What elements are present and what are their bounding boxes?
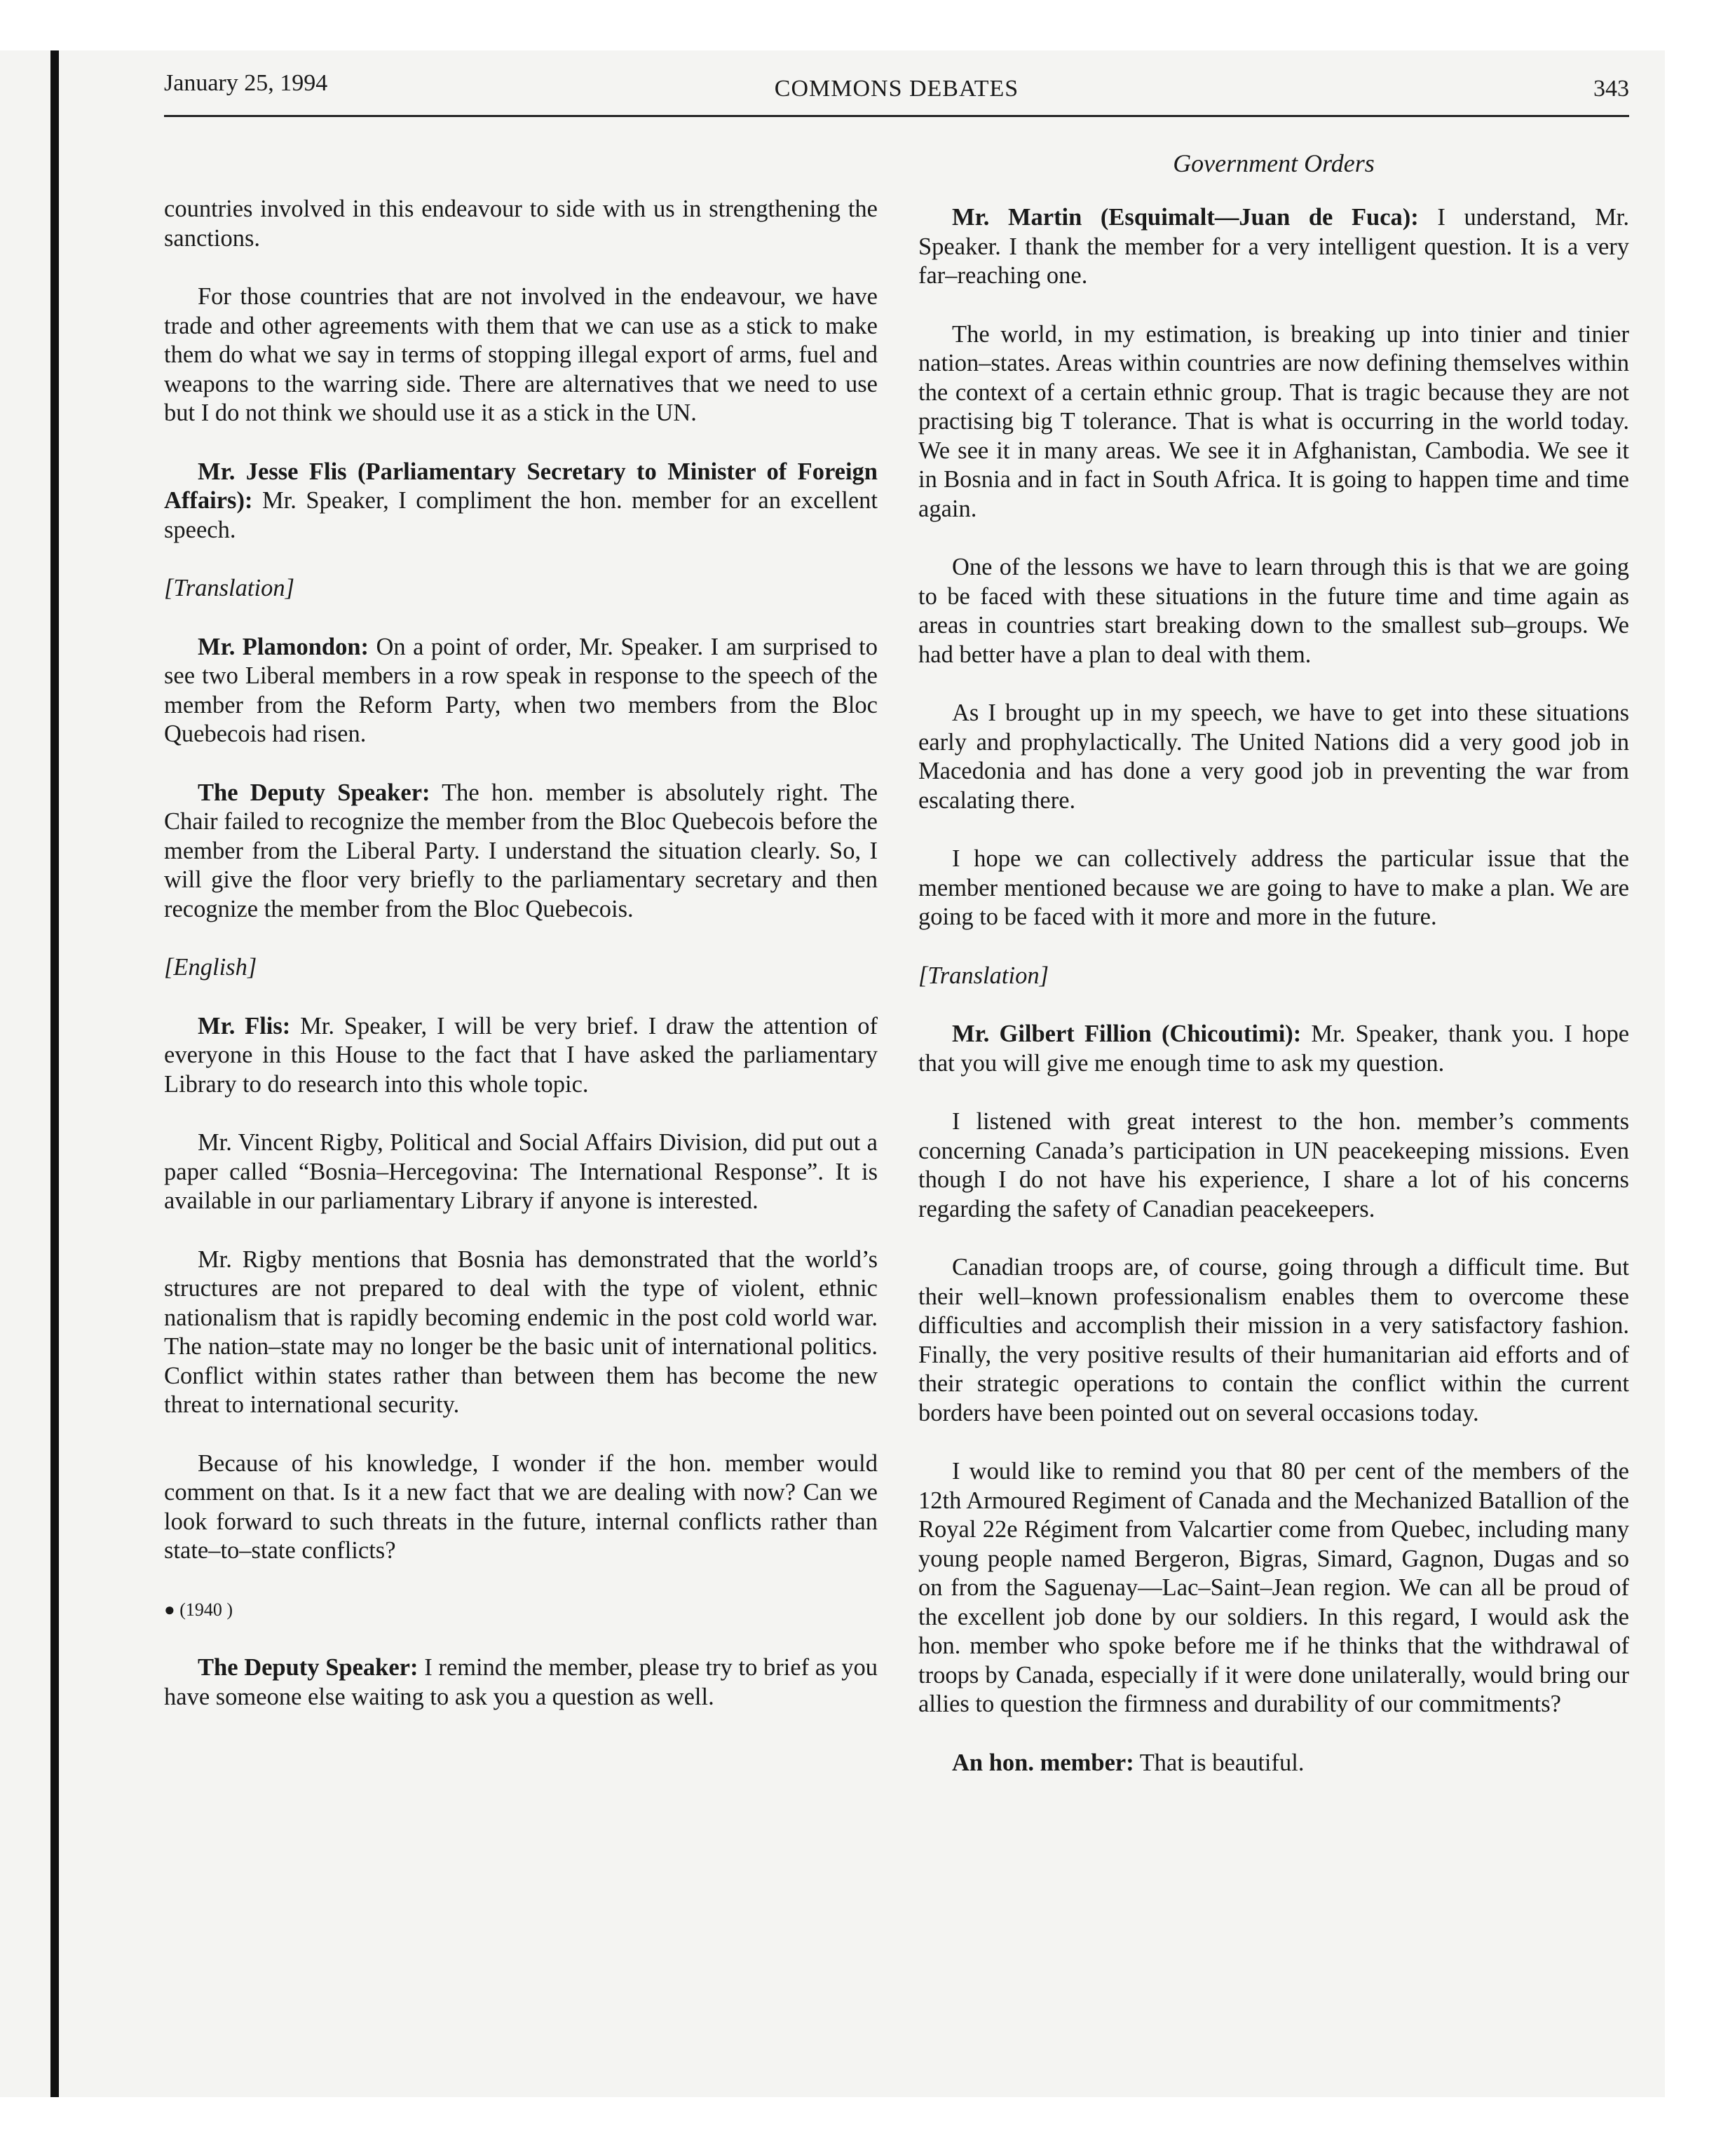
- paragraph-text: I remind the member, please try to brief as you have someone else waiting to ask you a question as well.: [164, 1654, 878, 1710]
- paragraph: [918, 845, 1629, 932]
- language-label: [164, 574, 878, 603]
- paragraph-text: Mr. Vincent Rigby, Political and Social Affairs Division, did put out a paper called “Bosnia–Hercegovina: The International Response”. It is available in our parliamentary Library if anyone is interested.: [164, 1129, 878, 1214]
- left-column: [164, 195, 878, 1741]
- paragraph-text: [Translation]: [918, 962, 1049, 989]
- paragraph-text: I understand, Mr. Speaker. I thank the member for a very intelligent question. It is a very far–reaching one.: [918, 204, 1629, 289]
- header-rule: [164, 115, 1629, 117]
- speech-paragraph: [164, 779, 878, 925]
- scan-margin-right: [1665, 0, 1735, 2156]
- speech-paragraph: [164, 1012, 878, 1100]
- paragraph-text: Mr. Speaker, thank you. I hope that you will give me enough time to ask my question.: [918, 1021, 1630, 1077]
- speaker-name: Mr. Gilbert Fillion (Chicoutimi):: [952, 1021, 1302, 1047]
- paragraph: [918, 1253, 1629, 1428]
- paragraph: [164, 1449, 878, 1566]
- speech-paragraph: [164, 458, 878, 545]
- right-column: [918, 203, 1629, 1807]
- paragraph-text: Mr. Rigby mentions that Bosnia has demonstrated that the world’s structures are not prepared to deal with the type of violent, ethnic nationalism that is rapidly becoming endemic in the post cold world war. The nation–state may no longer be the basic unit of international politics. Conflict within states rather than between them has become the new threat to international security.: [164, 1246, 878, 1418]
- paragraph-text: I listened with great interest to the hon. member’s comments concerning Canada’s participation in UN peacekeeping missions. Even though I do not have his experience, I share a lot of his concerns regarding the safety of Canadian peacekeepers.: [918, 1108, 1629, 1222]
- paragraph-text: [Translation]: [164, 575, 294, 601]
- paragraph-text: countries involved in this endeavour to side with us in strengthening the sanctions.: [164, 196, 878, 252]
- paragraph-text: ● (1940 ): [164, 1599, 233, 1620]
- paragraph-text: The world, in my estimation, is breaking up into tinier and tinier nation–states. Areas within countries are now defining themselves within the context of a certain ethnic group. That is tragic because they are not practising big T tolerance. That is what is occurring in the world today. We see it in many areas. We see it in Afghanistan, Cambodia. We see it in Bosnia and in fact in South Africa. It is going to happen time and time again.: [918, 320, 1629, 522]
- paragraph-text: Because of his knowledge, I wonder if the hon. member would comment on that. Is it a new fact that we are dealing with now? Can we look forward to such threats in the future, internal conflicts rather than state–to–state conflicts?: [164, 1449, 878, 1564]
- speech-paragraph: [918, 203, 1629, 291]
- header-date: January 25, 1994: [164, 70, 328, 96]
- language-label: [918, 962, 1629, 991]
- speaker-name: The Deputy Speaker:: [198, 1654, 419, 1681]
- speaker-name: Mr. Plamondon:: [198, 633, 369, 660]
- language-label: [164, 953, 878, 983]
- paragraph-text: Canadian troops are, of course, going through a difficult time. But their well–known professionalism enables them to overcome these difficulties and accomplish their mission in a very satisfactory fashion. Finally, the very positive results of their humanitarian aid efforts and of their strategic operations to contain the conflict within the current borders have been pointed out on several occasions today.: [918, 1254, 1629, 1426]
- paragraph: [918, 699, 1629, 815]
- speaker-name: Mr. Martin (Esquimalt—Juan de Fuca):: [952, 204, 1419, 231]
- paragraph-text: For those countries that are not involved in the endeavour, we have trade and other agreements with them that we can use as a stick to make them do what we say in terms of stopping illegal export of arms, fuel and weapons to the warring side. There are alternatives that we need to use but I do not think we should use it as a stick in the UN.: [164, 283, 878, 426]
- paragraph: [918, 1107, 1629, 1224]
- page-header: [164, 70, 1629, 115]
- paragraph-text: That is beautiful.: [1139, 1749, 1305, 1776]
- header-title: COMMONS DEBATES: [774, 76, 1019, 102]
- section-label: Government Orders: [1173, 149, 1375, 177]
- paragraph-text: Mr. Speaker, I compliment the hon. member for an excellent speech.: [164, 487, 878, 543]
- paragraph-text: I hope we can collectively address the particular issue that the member mentioned because we are going to have to make a plan. We are going to be faced with it more and more in the future.: [918, 845, 1629, 930]
- paragraph: [164, 1128, 878, 1216]
- paragraph: [164, 1246, 878, 1420]
- paragraph: [918, 553, 1629, 669]
- scan-margin-top: [0, 0, 1735, 50]
- paragraph: [918, 320, 1629, 524]
- speaker-name: Mr. Flis:: [198, 1012, 291, 1039]
- page-number: 343: [1593, 76, 1629, 102]
- time-marker: [164, 1595, 878, 1625]
- speech-paragraph: [164, 1653, 878, 1712]
- speaker-name: The Deputy Speaker:: [198, 779, 430, 806]
- scan-binding-edge: [50, 50, 59, 2097]
- speech-paragraph: [164, 633, 878, 749]
- paragraph-text: The hon. member is absolutely right. The Chair failed to recognize the member from the Bloc Quebecois before the member from the Liberal Party. I understand the situation clearly. So, I will give the floor very briefly to the parliamentary secretary and then recognize the member from the Bloc Quebecois.: [164, 779, 878, 922]
- scan-margin-bottom: [0, 2097, 1735, 2156]
- speaker-name: An hon. member:: [952, 1749, 1134, 1776]
- speech-paragraph: [918, 1749, 1629, 1778]
- paragraph-text: Mr. Speaker, I will be very brief. I draw the attention of everyone in this House to the fact that I have asked the parliamentary Library to do research into this whole topic.: [164, 1012, 878, 1098]
- speech-paragraph: [918, 1020, 1629, 1078]
- paragraph-text: I would like to remind you that 80 per cent of the members of the 12th Armoured Regiment of Canada and the Mechanized Batallion of the Royal 22e Régiment from Valcartier come from Quebec, including many young people named Bergeron, Bigras, Simard, Gagnon, Dugas and so on from the Saguenay—Lac–Saint–Jean region. We can all be proud of the excellent job done by our soldiers. In this regard, I would ask the hon. member who spoke before me if he thinks that the withdrawal of troops by Canada, especially if it were done unilaterally, would bring our allies to question the firmness and durability of our commitments?: [918, 1458, 1629, 1717]
- paragraph-text: [English]: [164, 954, 257, 981]
- speaker-name: Mr. Jesse Flis (Parliamentary Secretary to Minister of Foreign Affairs):: [164, 458, 878, 514]
- paragraph: [164, 282, 878, 428]
- paragraph: [918, 1457, 1629, 1719]
- paragraph-text: On a point of order, Mr. Speaker. I am surprised to see two Liberal members in a row speak in response to the speech of the member from the Reform Party, when two members from the Bloc Quebecois had risen.: [164, 633, 878, 747]
- paragraph: [164, 195, 878, 253]
- paragraph-text: As I brought up in my speech, we have to get into these situations early and prophylactically. The United Nations did a very good job in Macedonia and has done a very good job in preventing the war from escalating there.: [918, 700, 1629, 814]
- paragraph-text: One of the lessons we have to learn through this is that we are going to be faced with these situations in the future time and time again as areas in countries start breaking down to the smallest sub–groups. We had better have a plan to deal with them.: [918, 554, 1629, 668]
